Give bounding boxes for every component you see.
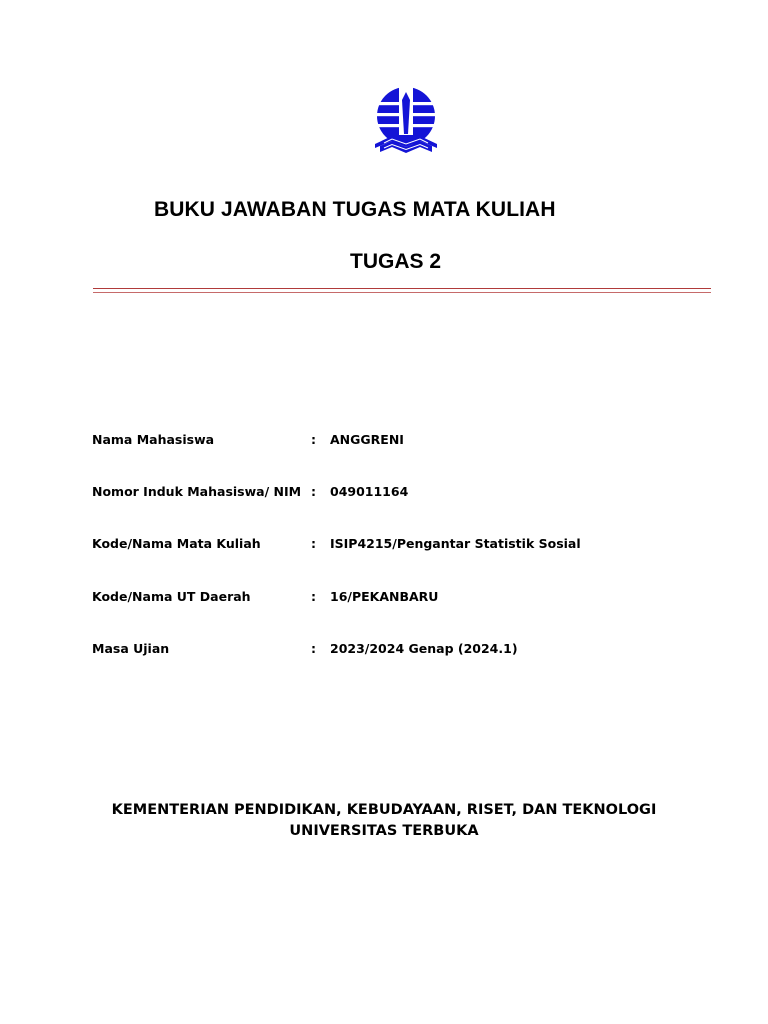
header-divider-bottom [93, 292, 711, 293]
ministry-name: KEMENTERIAN PENDIDIKAN, KEBUDAYAAN, RISET, DAN TEKNOLOGI [111, 802, 657, 818]
field-separator: : [311, 536, 316, 551]
field-label-course: Kode/Nama Mata Kuliah [92, 536, 261, 551]
assignment-number: TUGAS 2 [350, 250, 442, 273]
universitas-terbuka-logo-icon [372, 86, 440, 156]
field-value-ut-region: 16/PEKANBARU [330, 589, 439, 604]
field-separator: : [311, 432, 316, 447]
field-label-nim: Nomor Induk Mahasiswa/ NIM [92, 484, 302, 499]
field-label-student-name: Nama Mahasiswa [92, 432, 215, 447]
field-label-ut-region: Kode/Nama UT Daerah [92, 589, 251, 604]
field-value-student-name: ANGGRENI [330, 432, 404, 447]
header-divider-top [93, 288, 711, 289]
document-title: BUKU JAWABAN TUGAS MATA KULIAH [154, 198, 556, 221]
field-separator: : [311, 641, 316, 656]
university-name: UNIVERSITAS TERBUKA [289, 823, 479, 839]
field-separator: : [311, 484, 316, 499]
field-value-course: ISIP4215/Pengantar Statistik Sosial [330, 536, 581, 551]
field-separator: : [311, 589, 316, 604]
field-value-exam-period: 2023/2024 Genap (2024.1) [330, 641, 518, 656]
field-value-nim: 049011164 [330, 484, 409, 499]
field-label-exam-period: Masa Ujian [92, 641, 170, 656]
